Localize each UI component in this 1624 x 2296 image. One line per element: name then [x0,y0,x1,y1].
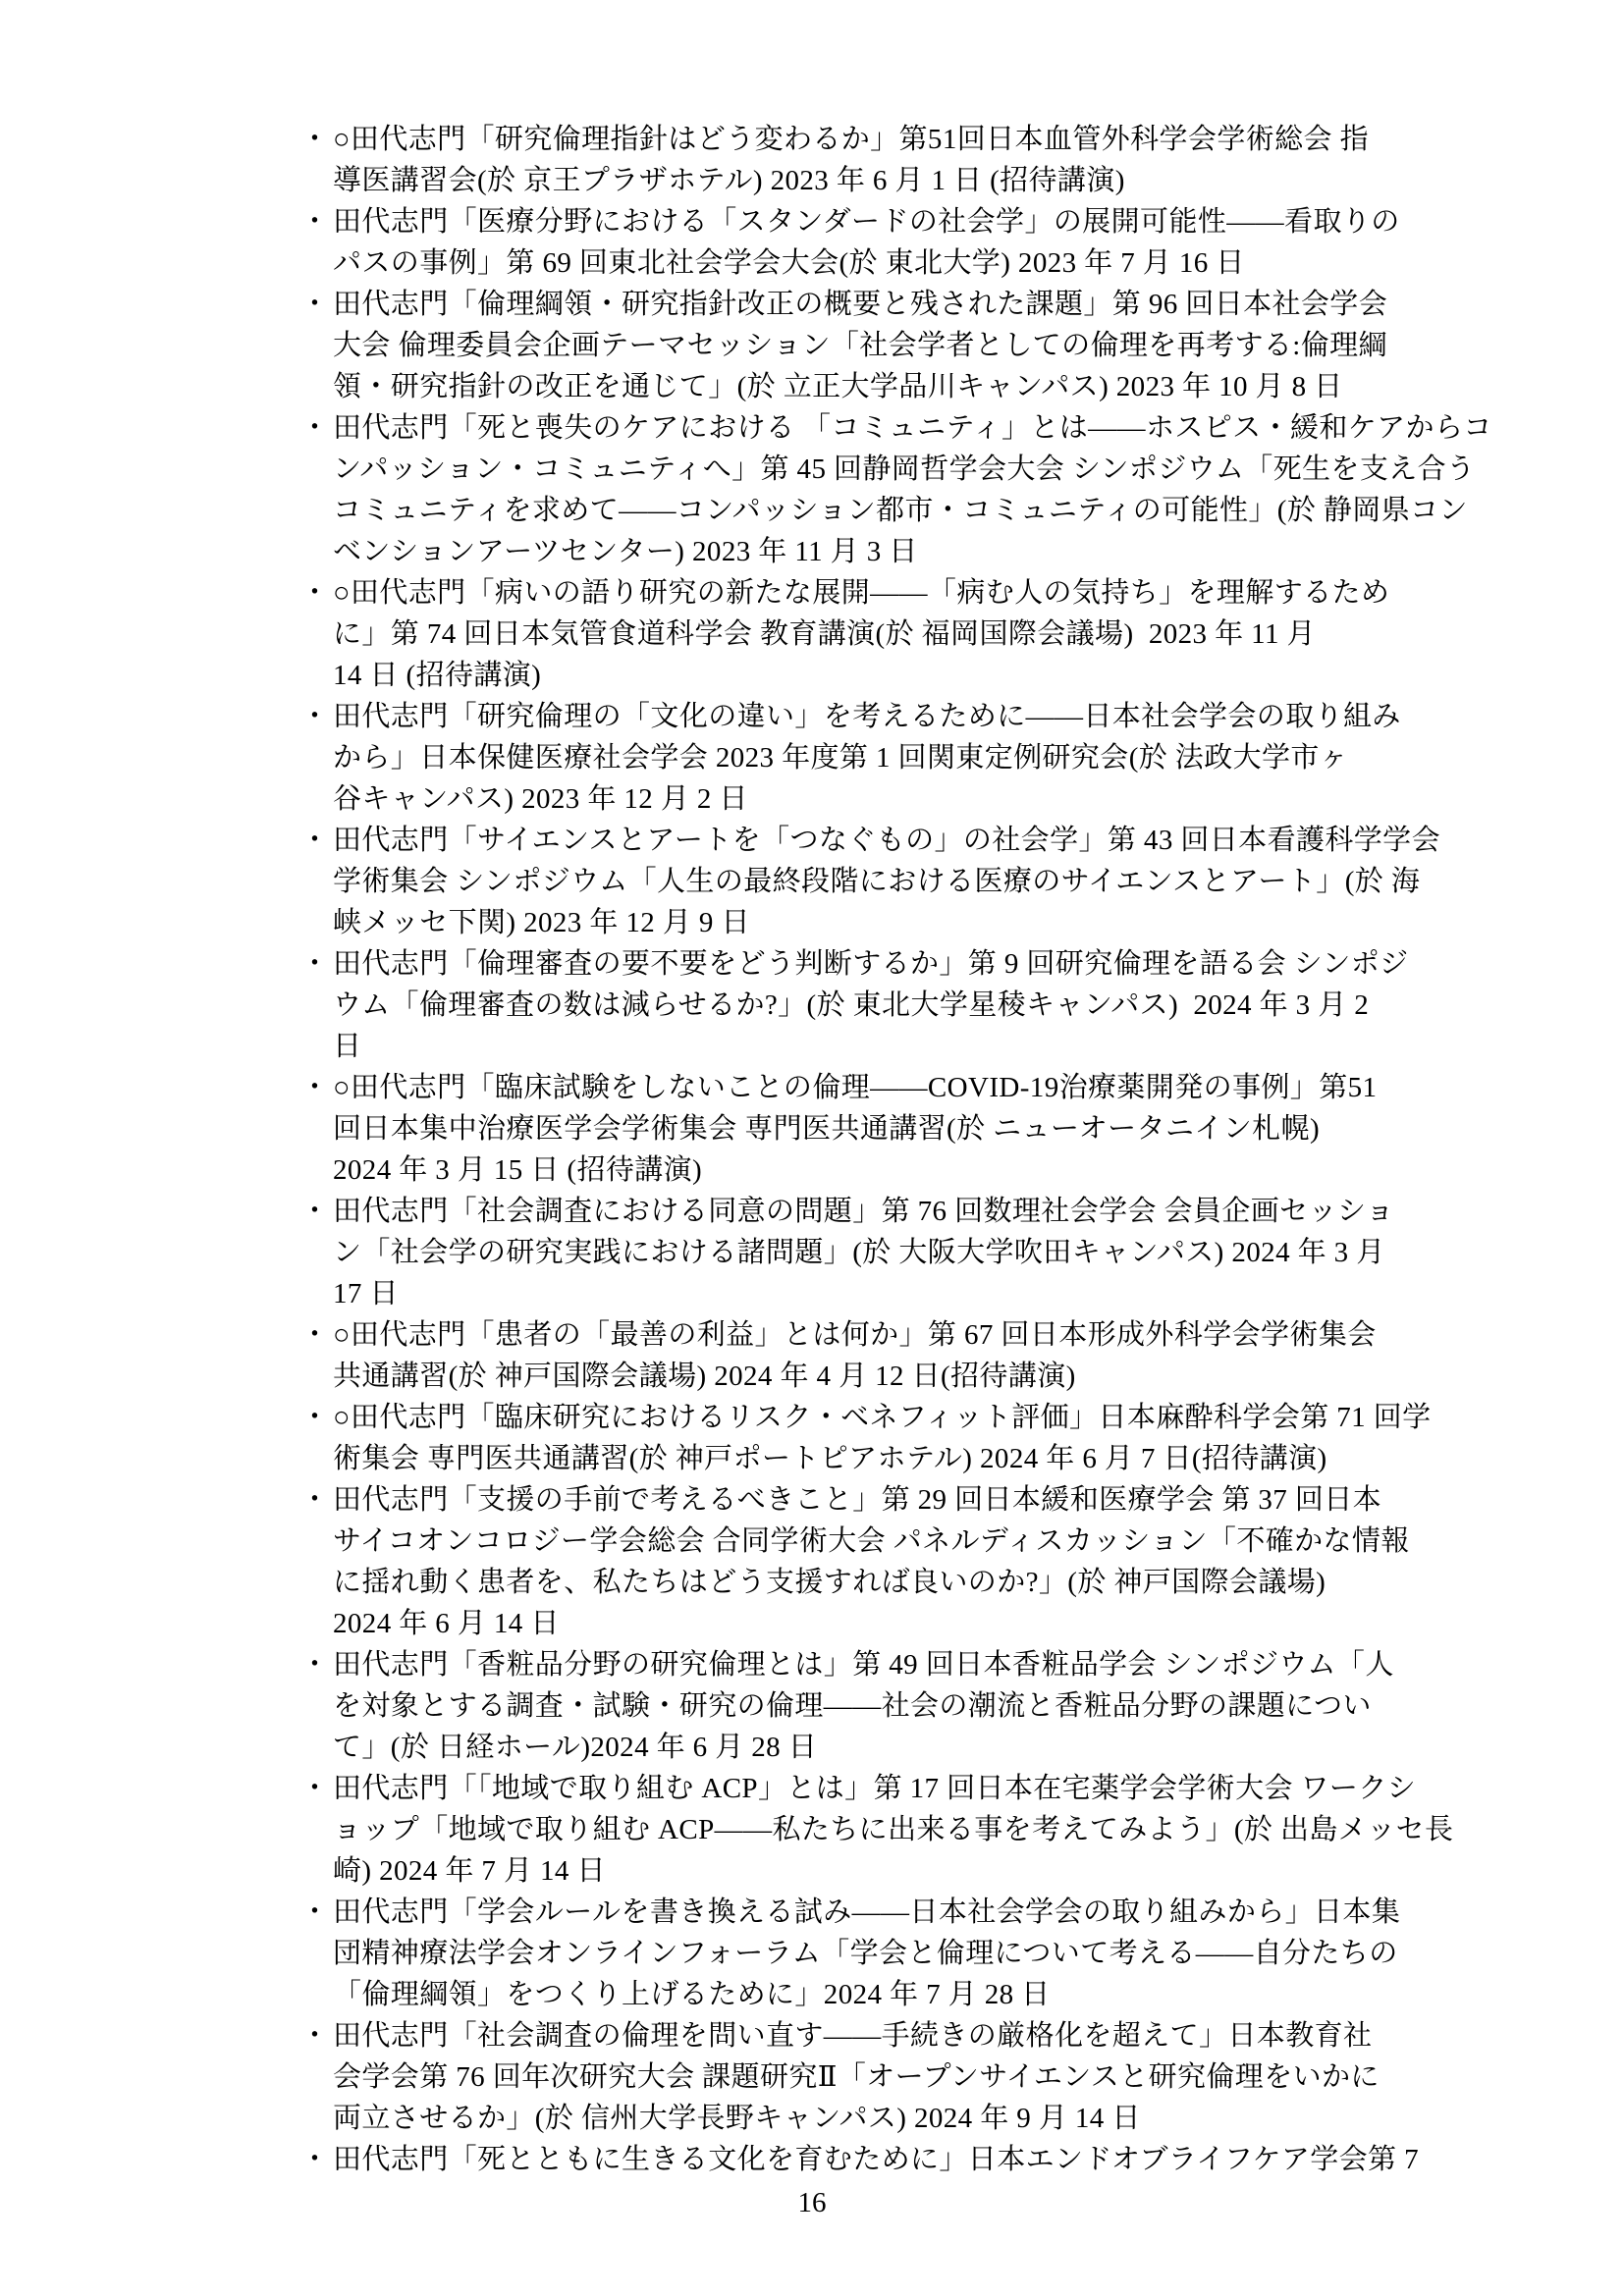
list-item-line: 2024 年 6 月 14 日 [333,1608,560,1639]
list-item-line: 「倫理綱領」をつくり上げるために」2024 年 7 月 28 日 [333,1979,1051,2010]
list-item-line: に」第 74 回日本気管食道科学会 教育講演(於 福岡国際会議場) 2023 年 11 月 [333,618,1316,650]
list-item-line: ○田代志門「病いの語り研究の新たな展開――「病む人の気持ち」を理解するため [333,577,1390,609]
list-item-line: 田代志門「学会ルールを書き換える試み――日本社会学会の取り組みから」日本集 [333,1896,1401,1928]
bullet-marker: ・ [300,1196,330,1227]
list-item-line: ○田代志門「臨床試験をしないことの倫理――COVID-19治療薬開発の事例」第51 [333,1072,1378,1103]
list-item-text [333,1768,1454,1892]
list-item-line: を対象とする調査・試験・研究の倫理――社会の潮流と香粧品分野の課題につい [333,1690,1372,1722]
bullet-marker: ・ [300,2144,330,2175]
bullet-marker: ・ [300,124,330,155]
list-item-line: 術集会 専門医共通講習(於 神戸ポートピアホテル) 2024 年 6 月 7 日(招待講演) [333,1443,1327,1474]
list-item-line: 田代志門「「地域で取り組む ACP」とは」第 17 回日本在宅薬学会学術大会 ワークシ [333,1773,1417,1804]
bullet-marker: ・ [300,1649,330,1681]
list-item-line: 17 日 [333,1278,399,1309]
list-item-line: 2024 年 3 月 15 日 (招待講演) [333,1154,703,1186]
list-item-line: 日 [333,1031,362,1062]
list-item-text [333,1644,1420,1768]
list-item-text [333,1191,1420,1314]
list-item [300,943,1420,1067]
list-item-line: コミュニティを求めて――コンパッション都市・コミュニティの可能性」(於 静岡県コン [333,495,1468,526]
list-item-line: て」(於 日経ホール)2024 年 6 月 28 日 [333,1732,818,1763]
list-item-line: 崎) 2024 年 7 月 14 日 [333,1855,606,1887]
page-number: 16 [797,2187,827,2218]
list-item-line: 田代志門「医療分野における「スタンダードの社会学」の展開可能性――看取りの [333,206,1400,238]
list-item-line: 田代志門「研究倫理の「文化の違い」を考えるために――日本社会学会の取り組み [333,701,1401,732]
list-item-text [333,2139,1420,2180]
bullet-marker: ・ [300,1402,330,1433]
list-item [300,1479,1420,1644]
list-item-line: 共通講習(於 神戸国際会議場) 2024 年 4 月 12 日(招待講演) [333,1361,1076,1392]
bullet-marker: ・ [300,1773,330,1804]
list-item-line: 領・研究指針の改正を通じて」(於 立正大学品川キャンパス) 2023 年 10 月 8 日 [333,371,1343,402]
list-item-text [333,2015,1420,2139]
list-item-line: サイコオンコロジー学会総会 合同学術大会 パネルディスカッション「不確かな情報 [333,1525,1410,1557]
list-item-line: ベンションアーツセンター) 2023 年 11 月 3 日 [333,536,918,567]
list-item [300,1067,1420,1191]
bullet-marker: ・ [300,577,330,609]
bullet-marker: ・ [300,948,330,980]
list-item-line: ○田代志門「臨床研究におけるリスク・ベネフィット評価」日本麻酔科学会第 71 回学 [333,1402,1432,1433]
list-item-text [333,943,1420,1067]
list-item-line: ウム「倫理審査の数は減らせるか?」(於 東北大学星稜キャンパス) 2024 年 3 月 2 [333,989,1370,1021]
list-item-text [333,284,1420,407]
list-item-line: 14 日 (招待講演) [333,660,542,691]
bullet-marker: ・ [300,206,330,238]
list-item-line: 学術集会 シンポジウム「人生の最終段階における医療のサイエンスとアート」(於 海 [333,866,1421,897]
list-item-text [333,1892,1420,2015]
list-item-line: 田代志門「倫理審査の要不要をどう判断するか」第 9 回研究倫理を語る会 シンポジ [333,948,1409,980]
list-item [300,2139,1420,2180]
list-item-text [333,572,1420,696]
list-item-text [333,1314,1420,1397]
list-item-line: 田代志門「社会調査の倫理を問い直す――手続きの厳格化を超えて」日本教育社 [333,2020,1373,2052]
list-item-line: ンパッション・コミュニティへ」第 45 回静岡哲学会大会 シンポジウム「死生を支え合う [333,454,1476,485]
bullet-marker: ・ [300,1072,330,1103]
list-item-line: 両立させるか」(於 信州大学長野キャンパス) 2024 年 9 月 14 日 [333,2103,1141,2134]
list-item-line: 回日本集中治療医学会学術集会 専門医共通講習(於 ニューオータニイン札幌) [333,1113,1321,1145]
bullet-marker: ・ [300,289,330,320]
list-item-line: 田代志門「支援の手前で考えるべきこと」第 29 回日本緩和医療学会 第 37 回日本 [333,1484,1382,1516]
list-item [300,1397,1432,1479]
list-item [300,2015,1420,2139]
list-item-line: 会学会第 76 回年次研究大会 課題研究Ⅱ「オープンサイエンスと研究倫理をいかに [333,2061,1380,2093]
list-item-line: 田代志門「香粧品分野の研究倫理とは」第 49 回日本香粧品学会 シンポジウム「人 [333,1649,1394,1681]
list-item [300,1314,1420,1397]
list-item [300,201,1420,284]
list-item-line: ン「社会学の研究実践における諸問題」(於 大阪大学吹田キャンパス) 2024 年 3 月 [333,1237,1385,1268]
list-item-text [333,696,1420,820]
list-item-line: 谷キャンパス) 2023 年 12 月 2 日 [333,783,748,815]
bullet-marker: ・ [300,412,330,444]
list-item [300,1768,1454,1892]
bullet-marker: ・ [300,1896,330,1928]
list-item [300,696,1420,820]
list-item [300,1644,1420,1768]
bullet-marker: ・ [300,1319,330,1351]
list-item-line: ○田代志門「患者の「最善の利益」とは何か」第 67 回日本形成外科学会学術集会 [333,1319,1377,1351]
list-item-line: 峡メッセ下関) 2023 年 12 月 9 日 [333,907,750,938]
list-item [300,119,1420,201]
list-item-text [333,1067,1420,1191]
list-item-line: 導医講習会(於 京王プラザホテル) 2023 年 6 月 1 日 (招待講演) [333,165,1125,196]
list-item-line: ○田代志門「研究倫理指針はどう変わるか」第51回日本血管外科学会学術総会 指 [333,124,1369,155]
list-item [300,820,1440,943]
list-item [300,407,1492,572]
publication-list [300,119,1492,2180]
list-item-line: 田代志門「死とともに生きる文化を育むために」日本エンドオブライフケア学会第 7 [333,2144,1420,2175]
list-item-text [333,1397,1432,1479]
list-item-line: 大会 倫理委員会企画テーマセッション「社会学者としての倫理を再考する:倫理綱 [333,330,1387,361]
bullet-marker: ・ [300,2020,330,2052]
bullet-marker: ・ [300,825,330,856]
list-item [300,572,1420,696]
list-item-line: パスの事例」第 69 回東北社会学会大会(於 東北大学) 2023 年 7 月 16 日 [333,247,1245,279]
list-item-text [333,407,1492,572]
list-item-text [333,119,1420,201]
list-item-line: 田代志門「死と喪失のケアにおける 「コミュニティ」とは――ホスピス・緩和ケアからコ [333,412,1492,444]
list-item-line: 田代志門「倫理綱領・研究指針改正の概要と残された課題」第 96 回日本社会学会 [333,289,1388,320]
list-item [300,1892,1420,2015]
list-item-line: ョップ「地域で取り組む ACP――私たちに出来る事を考えてみよう」(於 出島メッセ長 [333,1814,1454,1845]
bullet-marker: ・ [300,701,330,732]
list-item-line: 田代志門「サイエンスとアートを「つなぐもの」の社会学」第 43 回日本看護科学学会 [333,825,1440,856]
list-item [300,284,1420,407]
list-item-text [333,1479,1420,1644]
list-item-line: から」日本保健医療社会学会 2023 年度第 1 回関東定例研究会(於 法政大学市ヶ [333,742,1349,774]
bullet-marker: ・ [300,1484,330,1516]
list-item [300,1191,1420,1314]
list-item-line: 団精神療法学会オンラインフォーラム「学会と倫理について考える――自分たちの [333,1938,1398,1969]
list-item-line: に揺れ動く患者を、私たちはどう支援すれば良いのか?」(於 神戸国際会議場) [333,1567,1326,1598]
list-item-text [333,201,1420,284]
list-item-text [333,820,1440,943]
list-item-line: 田代志門「社会調査における同意の問題」第 76 回数理社会学会 会員企画セッショ [333,1196,1395,1227]
